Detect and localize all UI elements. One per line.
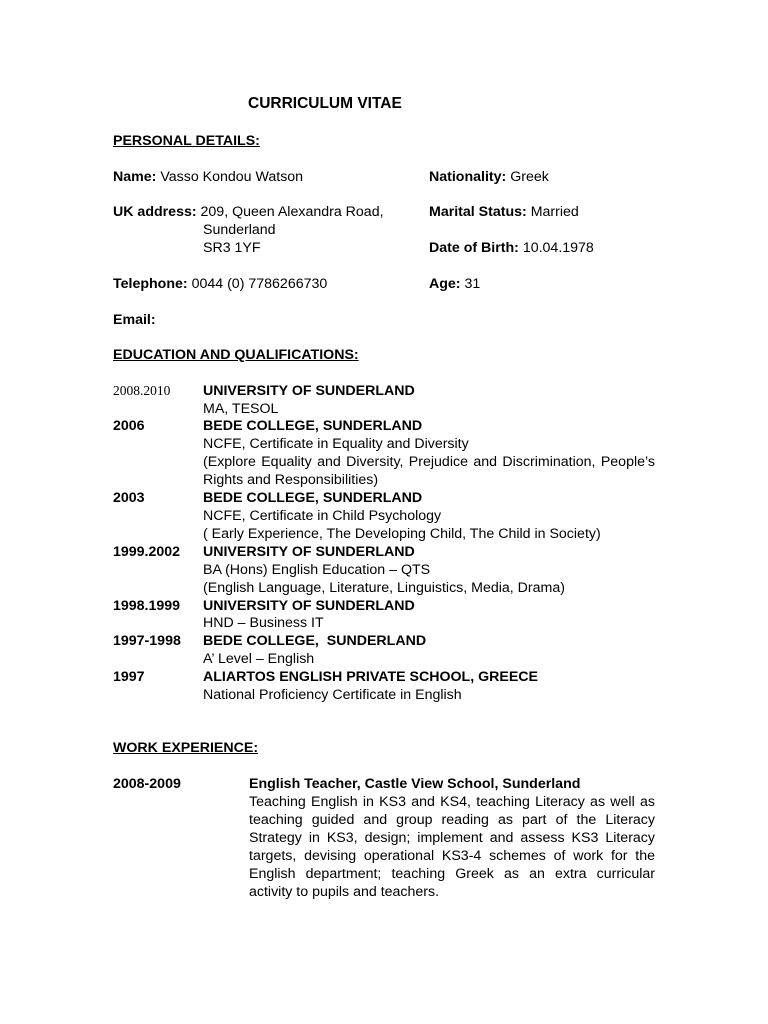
education-year: 1997 bbox=[113, 669, 145, 685]
work-description: Teaching English in KS3 and KS4, teaching Literacy as well as teaching guided and group reading as part of the Literacy Strategy in KS3, design; implement and assess KS3 Literacy targets, devising operational KS3-4 schemes of work for the English department; teaching Greek as an extra curricular activity to pupils and teachers. bbox=[249, 794, 655, 900]
address-line3: SR3 1YF bbox=[203, 240, 261, 256]
education-heading: EDUCATION AND QUALIFICATIONS: bbox=[113, 347, 359, 363]
education-detail: National Proficiency Certificate in English bbox=[203, 687, 462, 703]
education-institution: BEDE COLLEGE, SUNDERLAND bbox=[203, 490, 423, 506]
age-value: 31 bbox=[464, 276, 481, 292]
education-detail: BA (Hons) English Education – QTS bbox=[203, 562, 431, 578]
nationality-value: Greek bbox=[510, 169, 549, 185]
education-year: 2008.2010 bbox=[113, 383, 171, 398]
marital-row bbox=[429, 203, 579, 221]
address-line2: Sunderland bbox=[203, 222, 276, 238]
education-detail: NCFE, Certificate in Equality and Diversity bbox=[203, 436, 469, 452]
education-detail: MA, TESOL bbox=[203, 401, 279, 417]
education-institution: ALIARTOS ENGLISH PRIVATE SCHOOL, GREECE bbox=[203, 669, 539, 685]
nationality-row bbox=[429, 168, 549, 186]
telephone-value: 0044 (0) 7786266730 bbox=[191, 276, 328, 292]
address-row bbox=[113, 203, 384, 221]
personal-details-heading: PERSONAL DETAILS: bbox=[113, 133, 260, 149]
email-label: Email: bbox=[113, 312, 156, 328]
marital-label: Marital Status: bbox=[429, 204, 527, 220]
telephone-row bbox=[113, 275, 327, 293]
education-detail: A’ Level – English bbox=[203, 651, 315, 667]
dob-label: Date of Birth: bbox=[429, 240, 519, 256]
address-line1: 209, Queen Alexandra Road, bbox=[200, 204, 384, 220]
address-label: UK address: bbox=[113, 204, 197, 220]
dob-value: 10.04.1978 bbox=[522, 240, 594, 256]
telephone-label: Telephone: bbox=[113, 276, 188, 292]
education-year: 1999.2002 bbox=[113, 544, 181, 560]
education-year: 2006 bbox=[113, 418, 145, 434]
education-detail: ( Early Experience, The Developing Child, The Child in Society) bbox=[203, 526, 601, 542]
education-institution: UNIVERSITY OF SUNDERLAND bbox=[203, 598, 415, 614]
education-institution: UNIVERSITY OF SUNDERLAND bbox=[203, 544, 415, 560]
nationality-label: Nationality: bbox=[429, 169, 507, 185]
age-row bbox=[429, 275, 480, 293]
education-detail: (Explore Equality and Diversity, Prejudice and Discrimination, People’s Rights and Responsibilities) bbox=[203, 454, 655, 488]
work-role: English Teacher, Castle View School, Sunderland bbox=[249, 776, 581, 792]
education-detail: (English Language, Literature, Linguistics, Media, Drama) bbox=[203, 580, 565, 596]
work-years: 2008-2009 bbox=[113, 776, 181, 792]
name-value: Vasso Kondou Watson bbox=[160, 169, 304, 185]
document-title: CURRICULUM VITAE bbox=[248, 95, 402, 112]
education-institution: BEDE COLLEGE, SUNDERLAND bbox=[203, 418, 423, 434]
name-label: Name: bbox=[113, 169, 157, 185]
education-year: 2003 bbox=[113, 490, 145, 506]
name-row bbox=[113, 168, 303, 186]
education-detail: HND – Business IT bbox=[203, 615, 324, 631]
education-detail: NCFE, Certificate in Child Psychology bbox=[203, 508, 442, 524]
education-institution: BEDE COLLEGE, SUNDERLAND bbox=[203, 633, 427, 649]
dob-row bbox=[429, 239, 594, 257]
education-year: 1998.1999 bbox=[113, 598, 181, 614]
marital-value: Married bbox=[530, 204, 579, 220]
education-institution: UNIVERSITY OF SUNDERLAND bbox=[203, 383, 415, 399]
education-year: 1997-1998 bbox=[113, 633, 181, 649]
age-label: Age: bbox=[429, 276, 461, 292]
work-experience-heading: WORK EXPERIENCE: bbox=[113, 740, 259, 756]
